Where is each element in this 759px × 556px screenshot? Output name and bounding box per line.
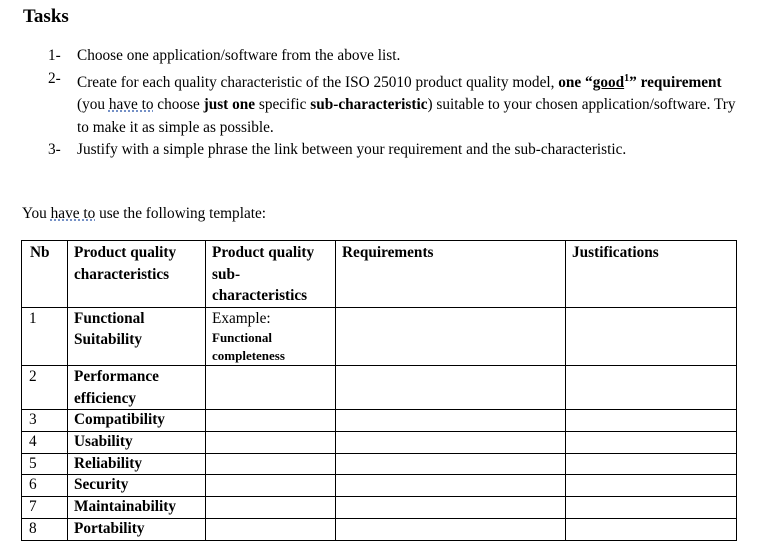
task-text-segment: have to	[108, 96, 154, 114]
header-characteristics: Product quality characteristics	[68, 241, 206, 308]
task-text-segment: 1	[624, 72, 630, 84]
table-row	[22, 366, 737, 410]
task-text-segment: ”	[629, 73, 637, 91]
justification-cell[interactable]	[566, 518, 737, 540]
characteristic-cell: Performance efficiency	[68, 366, 206, 410]
example-label: Example:	[212, 309, 271, 327]
requirement-cell[interactable]	[336, 453, 566, 475]
row-number: 6	[22, 475, 68, 497]
sub-characteristic-cell[interactable]	[206, 366, 336, 410]
requirement-cell[interactable]	[336, 475, 566, 497]
characteristic-cell: Security	[68, 475, 206, 497]
task-number: 2-	[48, 69, 61, 87]
task-item-2	[48, 68, 748, 140]
header-justifications: Justifications	[566, 241, 737, 308]
table-header-row	[22, 241, 737, 308]
requirement-cell[interactable]	[336, 497, 566, 519]
task-text-segment: good	[592, 73, 625, 91]
characteristic-cell: Functional Suitability	[68, 307, 206, 366]
task-text	[77, 141, 626, 158]
task-item-3	[48, 139, 748, 162]
table-row	[22, 453, 737, 475]
justification-cell[interactable]	[566, 475, 737, 497]
intro-emphasis: have to	[50, 205, 96, 222]
template-table	[21, 240, 737, 541]
row-number: 3	[22, 410, 68, 432]
header-nb: Nb	[22, 241, 68, 308]
row-number: 1	[22, 307, 68, 366]
sub-characteristic-cell[interactable]	[206, 410, 336, 432]
justification-cell[interactable]	[566, 410, 737, 432]
example-value: Functional completeness	[212, 330, 285, 363]
task-list	[48, 45, 748, 162]
row-number: 7	[22, 497, 68, 519]
sub-characteristic-cell[interactable]	[206, 518, 336, 540]
requirement-cell[interactable]	[336, 518, 566, 540]
template-intro	[22, 205, 266, 223]
justification-cell[interactable]	[566, 366, 737, 410]
table-row	[22, 475, 737, 497]
requirement-cell[interactable]	[336, 410, 566, 432]
requirement-cell[interactable]	[336, 307, 566, 366]
row-number: 8	[22, 518, 68, 540]
header-requirements: Requirements	[336, 241, 566, 308]
task-text-segment: just one	[203, 96, 256, 114]
task-number: 1-	[48, 47, 61, 64]
intro-text: You	[22, 205, 51, 222]
task-text-segment: sub-characteristic	[310, 96, 428, 114]
sub-characteristic-cell[interactable]	[206, 497, 336, 519]
table-row	[22, 410, 737, 432]
task-text	[77, 47, 400, 64]
row-number: 5	[22, 453, 68, 475]
task-text-segment: choose	[153, 96, 204, 114]
characteristic-cell: Usability	[68, 431, 206, 453]
task-text-segment: requirement	[640, 73, 722, 91]
requirement-cell[interactable]	[336, 431, 566, 453]
row-number: 4	[22, 431, 68, 453]
justification-cell[interactable]	[566, 431, 737, 453]
sub-characteristic-cell[interactable]	[206, 475, 336, 497]
task-text-segment: Choose one application/software from the above list.	[77, 47, 401, 64]
sub-characteristic-cell[interactable]	[206, 431, 336, 453]
tasks-heading: Tasks	[23, 6, 69, 27]
characteristic-cell: Maintainability	[68, 497, 206, 519]
header-sub-characteristics: Product quality sub-characteristics	[206, 241, 336, 308]
characteristic-cell: Compatibility	[68, 410, 206, 432]
task-text-segment: ) suitable to your chosen application/software. Try to make it as simple as possible.	[77, 96, 736, 136]
justification-cell[interactable]	[566, 453, 737, 475]
task-text-segment: (you	[77, 96, 109, 114]
table-row	[22, 518, 737, 540]
task-item-1	[48, 45, 748, 68]
intro-text: use the following template:	[95, 205, 267, 222]
task-text	[77, 74, 736, 136]
justification-cell[interactable]	[566, 497, 737, 519]
sub-characteristic-cell	[206, 307, 336, 366]
requirement-cell[interactable]	[336, 366, 566, 410]
task-number: 3-	[48, 141, 61, 159]
task-text-segment: Create for each quality characteristic of the ISO 25010 product quality model,	[77, 73, 559, 91]
task-text-segment: one “	[558, 73, 593, 91]
table-row	[22, 431, 737, 453]
row-number: 2	[22, 366, 68, 410]
characteristic-cell: Portability	[68, 518, 206, 540]
characteristic-cell: Reliability	[68, 453, 206, 475]
table-row	[22, 307, 737, 366]
justification-cell[interactable]	[566, 307, 737, 366]
sub-characteristic-cell[interactable]	[206, 453, 336, 475]
task-text-segment: Justify with a simple phrase the link between your requirement and the sub-characteristic.	[77, 141, 627, 159]
table-row	[22, 497, 737, 519]
task-text-segment: specific	[255, 96, 311, 114]
